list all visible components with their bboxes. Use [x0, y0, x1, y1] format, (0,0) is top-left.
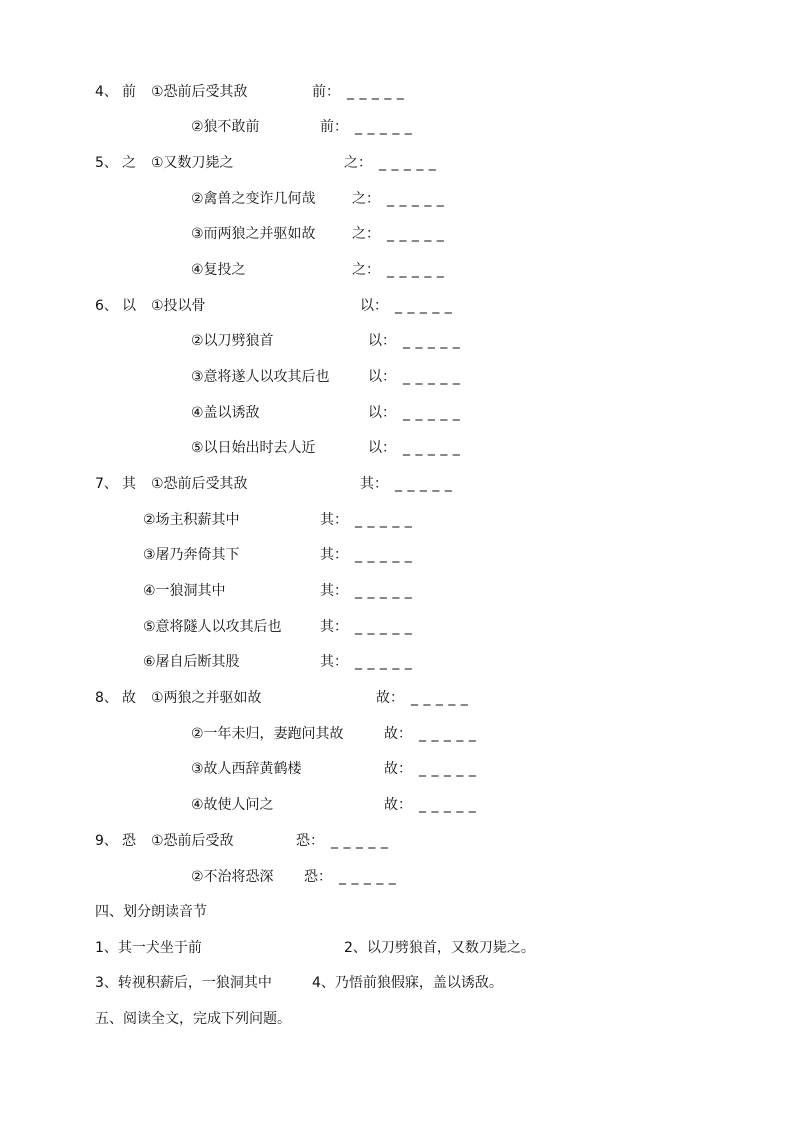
answer-label: 故： [384, 797, 412, 813]
answer-label: 以： [360, 298, 388, 314]
answer-label: 之： [352, 226, 380, 242]
entry-row [143, 544, 643, 566]
answer-label: 恐： [296, 833, 324, 849]
section-4-heading: 四、划分朗读音节 [95, 904, 207, 920]
answer-blank: _ _ _ _ _ [403, 440, 461, 456]
example-sentence: ⑤以日始出时去人近 [191, 440, 316, 456]
answer-blank: _ _ _ _ _ [379, 155, 437, 171]
example-sentence: ①恐前后受其敌 [151, 476, 248, 492]
example-sentence: ①投以骨 [151, 298, 206, 314]
answer-blank: _ _ _ _ _ [395, 298, 453, 314]
entry-row [143, 580, 643, 602]
pausing-item: 2、以刀劈狼首，又数刀毙之。 [344, 940, 535, 956]
entry-row [191, 330, 691, 352]
answer-label: 故： [384, 726, 412, 742]
entry-word: 以 [122, 298, 136, 314]
answer-blank: _ _ _ _ _ [355, 119, 413, 135]
entry-word: 之 [122, 155, 136, 171]
example-sentence: ②一年未归，妻跑问其故 [191, 726, 344, 742]
entry-row [143, 651, 643, 673]
section-heading [95, 901, 495, 923]
example-sentence: ④一狼洞其中 [143, 583, 226, 599]
example-sentence: ⑥屠自后断其股 [143, 654, 240, 670]
answer-label: 其： [320, 547, 348, 563]
entry-row [95, 830, 695, 852]
example-sentence: ②狼不敢前 [191, 119, 260, 135]
example-sentence: ④盖以诱敌 [191, 405, 260, 421]
example-sentence: ①恐前后受其敌 [151, 84, 248, 100]
entry-row [191, 366, 691, 388]
example-sentence: ①又数刀毙之 [151, 155, 234, 171]
answer-label: 其： [360, 476, 388, 492]
example-sentence: ②场主积薪其中 [143, 512, 240, 528]
answer-blank: _ _ _ _ _ [419, 761, 477, 777]
pausing-item: 1、其一犬坐于前 [95, 940, 202, 956]
example-sentence: ②不治将恐深 [191, 869, 274, 885]
answer-blank: _ _ _ _ _ [355, 547, 413, 563]
answer-label: 以： [368, 333, 396, 349]
entry-row [191, 866, 691, 888]
example-sentence: ②禽兽之变诈几何哉 [191, 191, 316, 207]
answer-blank: _ _ _ _ _ [411, 690, 469, 706]
example-sentence: ①恐前后受敌 [151, 833, 234, 849]
example-sentence: ③而两狼之并驱如故 [191, 226, 316, 242]
example-sentence: ③故人西辞黄鹤楼 [191, 761, 302, 777]
answer-blank: _ _ _ _ _ [419, 726, 477, 742]
answer-label: 故： [384, 761, 412, 777]
entry-row [95, 152, 695, 174]
answer-blank: _ _ _ _ _ [387, 262, 445, 278]
example-sentence: ②以刀劈狼首 [191, 333, 274, 349]
answer-label: 其： [320, 619, 348, 635]
answer-label: 其： [320, 512, 348, 528]
answer-label: 其： [320, 583, 348, 599]
answer-label: 恐： [304, 869, 332, 885]
entry-word: 前 [122, 84, 136, 100]
section-5-heading: 五、阅读全文，完成下列问题。 [95, 1011, 291, 1027]
entry-number: 5、 [95, 155, 118, 171]
answer-blank: _ _ _ _ _ [387, 226, 445, 242]
pausing-row [95, 972, 715, 994]
answer-blank: _ _ _ _ _ [355, 512, 413, 528]
entry-number: 6、 [95, 298, 118, 314]
pausing-item: 4、乃悟前狼假寐，盖以诱敌。 [312, 975, 503, 991]
pausing-item: 3、转视积薪后，一狼洞其中 [95, 975, 272, 991]
answer-blank: _ _ _ _ _ [339, 869, 397, 885]
example-sentence: ③屠乃奔倚其下 [143, 547, 240, 563]
section-heading [95, 1008, 495, 1030]
answer-blank: _ _ _ _ _ [403, 333, 461, 349]
entry-row [191, 437, 691, 459]
entry-row [191, 723, 691, 745]
answer-label: 前： [312, 84, 340, 100]
pausing-row [95, 937, 715, 959]
entry-row [191, 116, 691, 138]
entry-number: 4、 [95, 84, 118, 100]
entry-row [191, 259, 691, 281]
entry-word: 其 [122, 476, 136, 492]
entry-row [191, 223, 691, 245]
entry-number: 7、 [95, 476, 118, 492]
entry-word: 恐 [122, 833, 136, 849]
entry-row [95, 81, 695, 103]
entry-row [143, 616, 643, 638]
example-sentence: ③意将遂人以攻其后也 [191, 369, 330, 385]
answer-blank: _ _ _ _ _ [403, 405, 461, 421]
entry-number: 8、 [95, 690, 118, 706]
answer-label: 之： [344, 155, 372, 171]
answer-label: 其： [320, 654, 348, 670]
example-sentence: ⑤意将隧人以攻其后也 [143, 619, 282, 635]
entry-row [191, 188, 691, 210]
answer-label: 前： [320, 119, 348, 135]
answer-label: 之： [352, 191, 380, 207]
answer-label: 以： [368, 405, 396, 421]
answer-blank: _ _ _ _ _ [403, 369, 461, 385]
answer-blank: _ _ _ _ _ [355, 583, 413, 599]
entry-word: 故 [122, 690, 136, 706]
answer-blank: _ _ _ _ _ [419, 797, 477, 813]
example-sentence: ④复投之 [191, 262, 246, 278]
example-sentence: ④故使人问之 [191, 797, 274, 813]
entry-row [95, 473, 695, 495]
answer-label: 以： [368, 369, 396, 385]
entry-row [191, 402, 691, 424]
answer-label: 故： [376, 690, 404, 706]
entry-number: 9、 [95, 833, 118, 849]
answer-blank: _ _ _ _ _ [331, 833, 389, 849]
entry-row [143, 509, 643, 531]
entry-row [191, 794, 691, 816]
answer-label: 之： [352, 262, 380, 278]
entry-row [191, 758, 691, 780]
entry-row [95, 295, 695, 317]
answer-blank: _ _ _ _ _ [355, 654, 413, 670]
answer-blank: _ _ _ _ _ [387, 191, 445, 207]
example-sentence: ①两狼之并驱如故 [151, 690, 262, 706]
answer-blank: _ _ _ _ _ [355, 619, 413, 635]
answer-blank: _ _ _ _ _ [395, 476, 453, 492]
entry-row [95, 687, 695, 709]
answer-blank: _ _ _ _ _ [347, 84, 405, 100]
answer-label: 以： [368, 440, 396, 456]
